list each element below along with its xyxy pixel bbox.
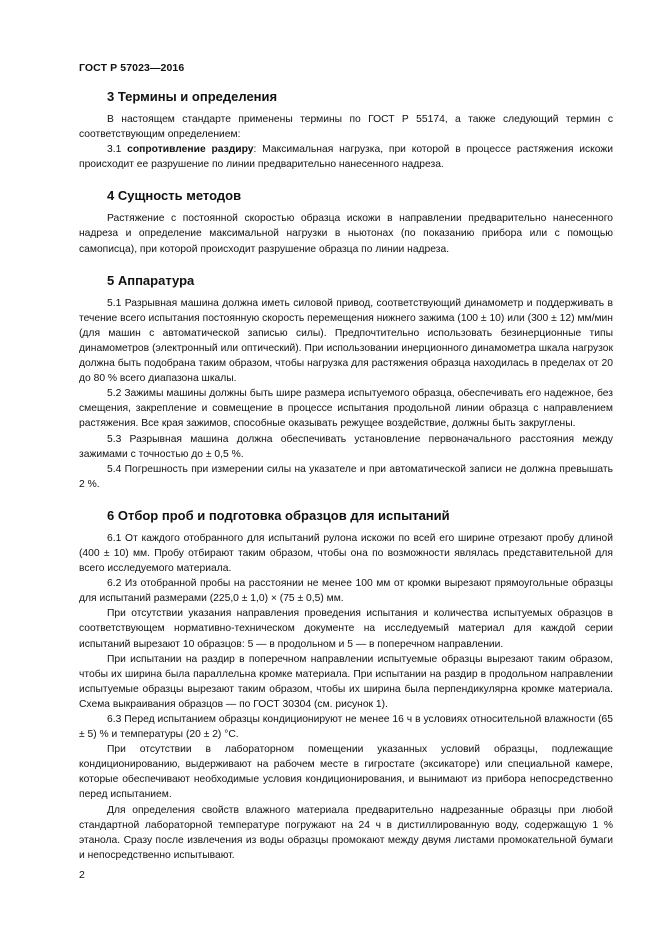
section-5-paragraph-1: 5.1 Разрывная машина должна иметь силовой привод, соответствующий динамометр и поддерживать в течение всего испытания постоянную скорость перемещения нижнего зажима (100 ± 10) или (300 ± 12) мм/мин (для машин с автоматической записью силы). Предпочтительно использовать безинерционные типы динамометров (электронный или оптический). При использовании инерционного динамометра шкала нагрузок должна быть подобрана таким образом, чтобы нагрузка для растяжения образца находилась в пределах от 20 до 80 % всего диапазона шкалы. [79, 297, 613, 385]
section-4-title: 4 Сущность методов [107, 188, 242, 204]
section-6-paragraph-4: При испытании на раздир в поперечном направлении испытуемые образцы вырезают таким образом, чтобы их ширина была параллельна кромке материала. При испытании на раздир в продольном направлении испытуемые образцы вырезают таким образом, чтобы их ширина была перпендикулярна кромке материала. Схема выкраивания образцов — по ГОСТ 30304 (см. рисунок 1). [79, 653, 613, 710]
section-6 [79, 507, 613, 863]
document-id-header: ГОСТ Р 57023—2016 [79, 62, 185, 74]
section-3-paragraph-1: В настоящем стандарте применены термины по ГОСТ Р 55174, а также следующий термин с соответствующим определением: [79, 114, 613, 141]
document-body [79, 88, 613, 878]
section-6-paragraph-5: 6.3 Перед испытанием образцы кондиционируют не менее 16 ч в условиях относительной влажности (65 ± 5) % и температуры (20 ± 2) °С. [79, 714, 613, 741]
term-number: 3.1 [107, 144, 128, 156]
section-6-paragraph-1: 6.1 От каждого отобранного для испытаний рулона искожи по всей его ширине отрезают пробу длиной (400 ± 10) мм. Пробу отбирают таким образом, чтобы она по возможности являлась представительной для всего исследуемого материала. [79, 532, 613, 575]
section-4-paragraph-1: Растяжение с постоянной скоростью образца искожи в направлении предварительно нанесенного надреза и определение максимальной нагрузки в ньютонах (по показанию прибора или с помощью самописца), при которой происходит разрушение образца по линии надреза. [79, 213, 613, 255]
section-6-paragraph-3: При отсутствии указания направления проведения испытания и количества испытуемых образцов в соответствующем нормативно-техническом документе на исследуемый материал для каждой серии испытаний вырезают 10 образцов: 5 — в продольном и 5 — в поперечном направлении. [79, 608, 613, 650]
section-3-title: 3 Термины и определения [107, 89, 278, 104]
term-definition: : Максимальная нагрузка, при которой в процессе растяжения искожи происходит ее разрушение по линии предварительно нанесенного надреза. [79, 144, 613, 171]
page-number: 2 [79, 869, 85, 881]
section-3-paragraph-2 [79, 142, 613, 172]
section-4 [79, 187, 613, 256]
section-6-paragraph-2: 6.2 Из отобранной пробы на расстоянии не менее 100 мм от кромки вырезают прямоугольные образцы для испытаний размерами (225,0 ± 1,0) × (75 ± 0,5) мм. [79, 578, 613, 605]
section-6-paragraph-7: Для определения свойств влажного материала предварительно надрезанные образцы при любой стандартной лабораторной температуре погружают на 24 ч в дистиллированную воду, содержащую 1 % этанола. Сразу после извлечения из воды образцы промокают между двумя листами промокательной бумаги и непосредственно испытывают. [79, 804, 613, 861]
section-5-paragraph-3: 5.3 Разрывная машина должна обеспечивать установление первоначального расстояния между зажимами с точностью до ± 0,5 %. [79, 433, 613, 460]
section-5-paragraph-4: 5.4 Погрешность при измерении силы на указателе и при автоматической записи не должна превышать 2 %. [79, 463, 613, 490]
section-6-title: 6 Отбор проб и подготовка образцов для испытаний [107, 507, 450, 523]
section-5 [79, 272, 613, 492]
section-5-paragraph-2: 5.2 Зажимы машины должны быть шире размера испытуемого образца, обеспечивать его надежное, без смещения, закрепление и совмещение в процессе испытания продольной линии образца с направлением растяжения. Все края зажимов, способные оказывать режущее воздействие, должны быть закруглены. [79, 388, 613, 430]
section-3 [79, 88, 613, 172]
term-name: сопротивление раздиру [127, 144, 254, 156]
section-5-title: 5 Аппаратура [107, 272, 195, 288]
section-6-paragraph-6: При отсутствии в лабораторном помещении указанных условий образцы, подлежащие кондиционированию, выдерживают на рабочем месте в гигростате (эксикаторе) или специальной камере, которые обеспечивают необходимые условия кондиционирования, и вынимают из прибора непосредственно перед испытанием. [79, 744, 613, 801]
